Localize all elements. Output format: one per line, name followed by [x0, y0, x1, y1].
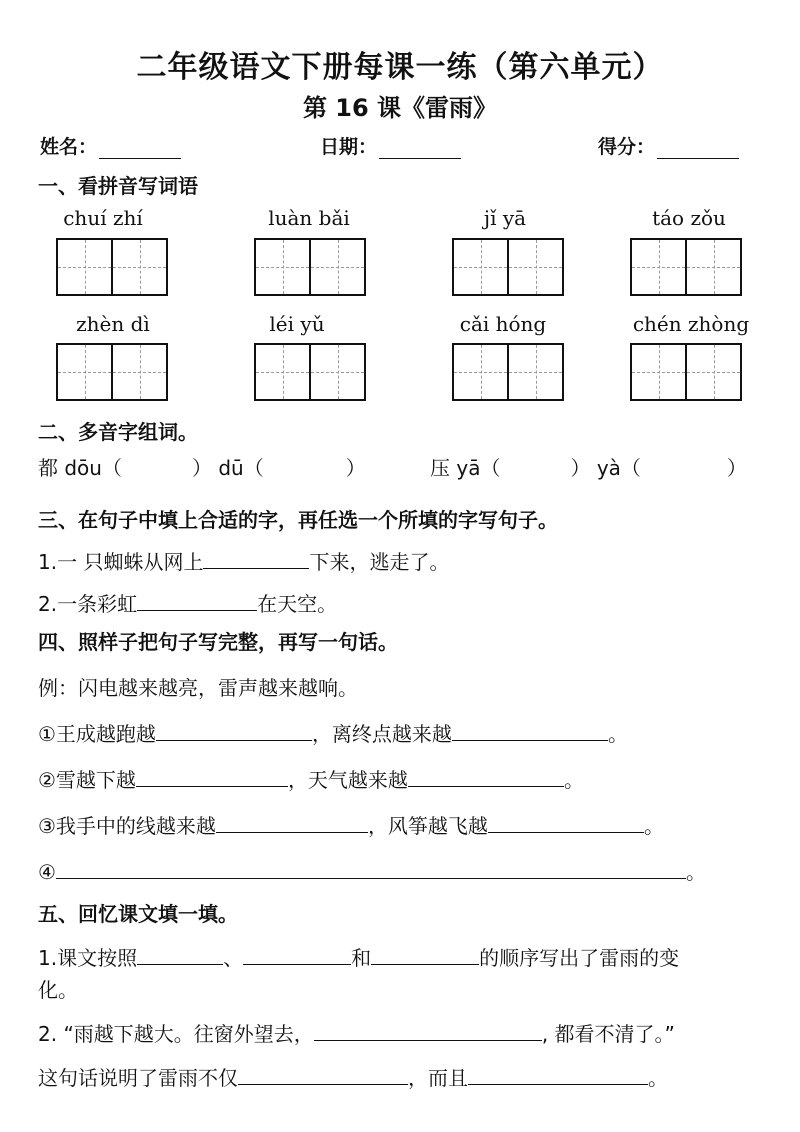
sentence-text: 的顺序写出了雷雨的变	[479, 946, 680, 970]
name-label: 姓名：	[40, 136, 98, 158]
answer-blank[interactable]	[137, 590, 257, 611]
writing-grid[interactable]	[630, 238, 742, 296]
sentence-text: ①王成越跑越	[38, 722, 156, 746]
recall-3	[38, 1062, 668, 1091]
polyphone-char: 都	[38, 456, 58, 480]
writing-grid[interactable]	[254, 238, 366, 296]
polyphone-reading: dōu（	[64, 456, 122, 480]
section3-heading: 三、在句子中填上合适的字，再任选一个所填的字写句子。	[38, 508, 558, 532]
polyphone-reading: dū（	[218, 456, 264, 480]
sentence-text: 。	[607, 722, 628, 746]
sentence-text: 。	[643, 814, 664, 838]
worksheet-title: 二年级语文下册每课一练（第六单元）	[136, 50, 664, 85]
polyphone-reading: yā（	[456, 456, 501, 480]
sentence-text: 1.课文按照	[38, 946, 138, 970]
score-label: 得分：	[598, 136, 656, 158]
sentence-text: 下来，逃走了。	[309, 550, 450, 574]
polyphone-row	[38, 452, 366, 481]
writing-grid[interactable]	[452, 343, 564, 401]
recall-2	[38, 1018, 675, 1047]
pinyin-label: zhèn dì	[76, 312, 150, 336]
sentence-text: 。	[685, 860, 706, 884]
date-blank[interactable]	[379, 140, 461, 159]
recall-1	[38, 942, 679, 971]
section2-heading: 二、多音字组词。	[38, 420, 198, 444]
writing-grid[interactable]	[56, 238, 168, 296]
pinyin-label: cǎi hóng	[459, 312, 547, 336]
recall-1-cont: 化。	[38, 978, 78, 1002]
score-blank[interactable]	[657, 140, 739, 159]
sentence-text: 2.一条彩虹	[38, 592, 138, 616]
pinyin-label: luàn bǎi	[268, 206, 350, 230]
date-field[interactable]	[320, 132, 461, 159]
polyphone-row	[430, 452, 747, 481]
sentence-text: 2. “雨越下越大。往窗外望去，	[38, 1022, 314, 1046]
answer-blank[interactable]	[203, 548, 309, 569]
answer-blank[interactable]	[56, 858, 686, 879]
pinyin-label: léi yǔ	[269, 312, 325, 336]
sentence-text: ②雪越下越	[38, 768, 136, 792]
answer-blank[interactable]	[408, 766, 564, 787]
sentence-text: , 都看不清了。”	[541, 1022, 675, 1046]
exercise-2	[38, 764, 584, 793]
lesson-subtitle: 第 16 课《雷雨》	[302, 94, 498, 122]
sentence-text: ，而且	[408, 1066, 468, 1090]
pinyin-label: táo zǒu	[652, 206, 726, 230]
close-paren: ）	[570, 456, 591, 480]
close-paren: ）	[191, 456, 212, 480]
answer-blank[interactable]	[238, 1064, 408, 1085]
answer-blank[interactable]	[488, 812, 644, 833]
sentence-text: ，风筝越飞越	[367, 814, 488, 838]
section5-heading: 五、回忆课文填一填。	[38, 902, 238, 926]
exercise-1	[38, 718, 628, 747]
pinyin-label: jǐ yā	[483, 206, 527, 230]
name-blank[interactable]	[99, 140, 181, 159]
name-field[interactable]	[40, 132, 181, 159]
polyphone-char: 压	[430, 456, 450, 480]
date-label: 日期：	[320, 136, 378, 158]
polyphone-reading: yà（	[596, 456, 641, 480]
close-paren: ）	[345, 456, 366, 480]
answer-blank[interactable]	[452, 720, 608, 741]
exercise-3	[38, 810, 664, 839]
writing-grid[interactable]	[452, 238, 564, 296]
sentence-2	[38, 588, 337, 617]
writing-grid[interactable]	[56, 343, 168, 401]
sentence-text: 、	[223, 946, 244, 970]
answer-blank[interactable]	[371, 944, 479, 965]
sentence-text: 1.一 只蜘蛛从网上	[38, 550, 204, 574]
sentence-text: ④	[38, 860, 56, 884]
pinyin-label: chén zhòng	[632, 312, 750, 336]
sentence-text: 。	[648, 1066, 668, 1090]
answer-blank[interactable]	[137, 944, 223, 965]
writing-grid[interactable]	[254, 343, 366, 401]
section4-heading: 四、照样子把句子写完整，再写一句话。	[38, 630, 398, 654]
sentence-1	[38, 546, 449, 575]
sentence-text: ③我手中的线越来越	[38, 814, 216, 838]
section1-heading: 一、看拼音写词语	[38, 174, 198, 198]
answer-blank[interactable]	[314, 1020, 542, 1041]
close-paren: ）	[726, 456, 747, 480]
answer-blank[interactable]	[243, 944, 351, 965]
score-field[interactable]	[598, 132, 739, 159]
answer-blank[interactable]	[468, 1064, 648, 1085]
answer-blank[interactable]	[136, 766, 288, 787]
exercise-4	[38, 856, 706, 885]
writing-grid[interactable]	[630, 343, 742, 401]
sentence-text: ，天气越来越	[287, 768, 408, 792]
answer-blank[interactable]	[216, 812, 368, 833]
pinyin-label: chuí zhí	[63, 206, 143, 230]
sentence-text: 和	[351, 946, 372, 970]
example-sentence: 例：闪电越来越亮，雷声越来越响。	[38, 676, 358, 700]
sentence-text: 在天空。	[257, 592, 338, 616]
answer-blank[interactable]	[156, 720, 312, 741]
sentence-text: 这句话说明了雷雨不仅	[38, 1066, 238, 1090]
sentence-text: ，离终点越来越	[311, 722, 452, 746]
sentence-text: 。	[563, 768, 584, 792]
